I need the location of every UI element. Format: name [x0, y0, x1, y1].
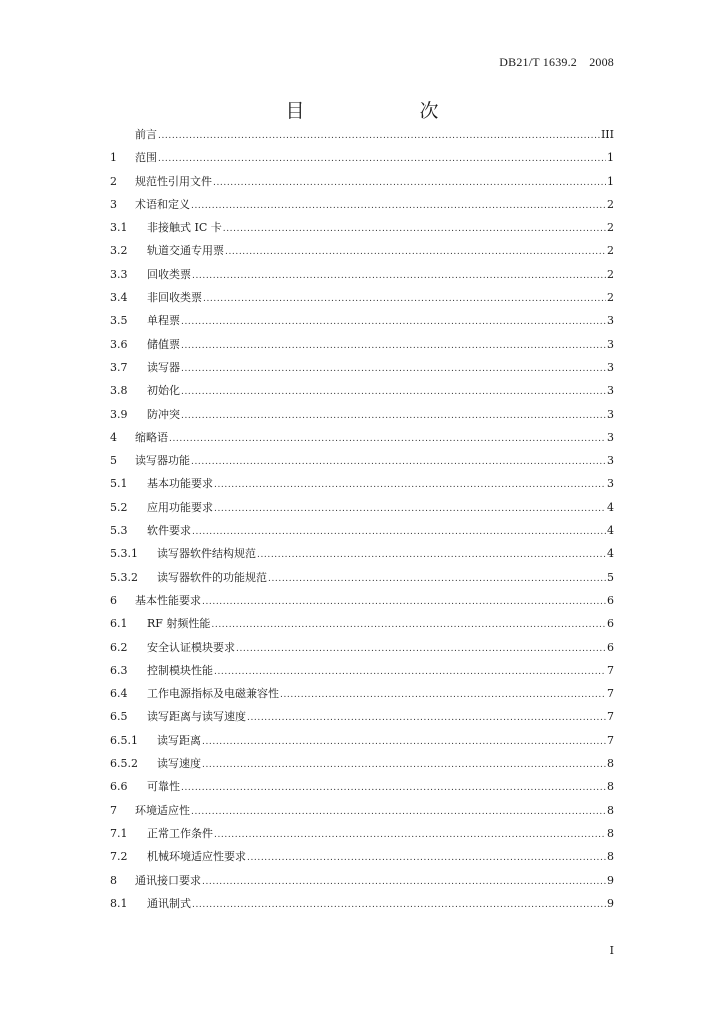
toc-entry-number: 3.9: [110, 407, 128, 421]
toc-entry-page: 2: [607, 291, 614, 305]
dot-leader: [236, 641, 606, 654]
toc-entry[interactable]: [110, 382, 614, 405]
toc-entry-page: 9: [607, 873, 614, 887]
toc-entry[interactable]: [110, 522, 614, 545]
toc-entry-number: 7.2: [110, 850, 128, 864]
toc-entry-number: 7.1: [110, 826, 128, 840]
dot-leader: [181, 314, 606, 327]
dot-leader: [214, 477, 606, 490]
toc-entry-title: 读写器软件结构规范: [157, 547, 256, 561]
toc-entry-number: 1: [110, 151, 117, 165]
dot-leader: [214, 664, 606, 677]
toc-entry-number: 6.3: [110, 663, 128, 677]
toc-entry-page: 2: [607, 221, 614, 235]
toc-entry-number: 7: [110, 803, 117, 817]
table-of-contents: [110, 126, 614, 918]
toc-entry[interactable]: [110, 452, 614, 475]
dot-leader: [181, 384, 606, 397]
toc-entry-number: 6: [110, 593, 117, 607]
toc-entry-page: 5: [607, 570, 614, 584]
toc-entry-title: 术语和定义: [135, 197, 190, 211]
toc-entry-number: 3.4: [110, 291, 128, 305]
toc-entry[interactable]: [110, 895, 614, 918]
toc-entry-number: 3.6: [110, 337, 128, 351]
toc-entry-number: 4: [110, 430, 117, 444]
dot-leader: [169, 431, 606, 444]
toc-entry[interactable]: [110, 196, 614, 219]
toc-entry-page: 4: [607, 547, 614, 561]
toc-entry-title: RF 射频性能: [147, 617, 211, 631]
dot-leader: [192, 524, 606, 537]
dot-leader: [211, 617, 606, 630]
toc-entry-page: 3: [607, 384, 614, 398]
toc-entry-number: 6.1: [110, 617, 128, 631]
toc-entry-title: 范围: [135, 151, 157, 165]
dot-leader: [247, 710, 606, 723]
toc-entry[interactable]: [110, 569, 614, 592]
toc-entry[interactable]: [110, 289, 614, 312]
toc-entry[interactable]: [110, 545, 614, 568]
toc-entry[interactable]: [110, 708, 614, 731]
toc-entry-page: 3: [607, 430, 614, 444]
toc-entry-page: 6: [607, 640, 614, 654]
toc-entry-title: 环境适应性: [135, 803, 190, 817]
dot-leader: [181, 408, 606, 421]
dot-leader: [158, 151, 606, 164]
dot-leader: [213, 175, 606, 188]
toc-entry-number: 3.2: [110, 244, 128, 258]
toc-entry-page: 3: [607, 337, 614, 351]
toc-entry-page: 2: [607, 267, 614, 281]
toc-entry[interactable]: [110, 499, 614, 522]
toc-entry-number: 6.4: [110, 687, 128, 701]
toc-entry-title: 通讯制式: [147, 896, 191, 910]
toc-entry-title: 通讯接口要求: [135, 873, 201, 887]
toc-entry-title: 缩略语: [135, 430, 168, 444]
toc-entry-number: 8.1: [110, 896, 128, 910]
toc-entry[interactable]: [110, 872, 614, 895]
dot-leader: [191, 804, 606, 817]
toc-entry-title: 正常工作条件: [147, 826, 213, 840]
toc-entry[interactable]: [110, 825, 614, 848]
toc-entry-number: 6.6: [110, 780, 128, 794]
toc-entry[interactable]: [110, 219, 614, 242]
toc-entry-page: 4: [607, 500, 614, 514]
toc-entry[interactable]: [110, 429, 614, 452]
dot-leader: [247, 850, 606, 863]
toc-entry-number: 3.3: [110, 267, 128, 281]
dot-leader: [202, 757, 606, 770]
document-code: DB21/T 1639.2 2008: [499, 55, 614, 69]
toc-entry-title: 读写器功能: [135, 454, 190, 468]
toc-entry[interactable]: [110, 685, 614, 708]
toc-entry-page: 7: [607, 663, 614, 677]
toc-entry[interactable]: [110, 778, 614, 801]
toc-entry-number: 3.8: [110, 384, 128, 398]
toc-entry[interactable]: [110, 592, 614, 615]
toc-entry-title: 应用功能要求: [147, 500, 213, 514]
dot-leader: [223, 221, 606, 234]
dot-leader: [181, 780, 606, 793]
toc-entry-number: 5.3.1: [110, 547, 138, 561]
toc-entry-title: 非接触式 IC 卡: [147, 221, 222, 235]
toc-entry[interactable]: [110, 173, 614, 196]
toc-entry-title: 读写距离: [157, 733, 201, 747]
toc-entry[interactable]: [110, 615, 614, 638]
toc-entry-title: 基本功能要求: [147, 477, 213, 491]
toc-entry-title: 机械环境适应性要求: [147, 850, 246, 864]
toc-entry-page: 6: [607, 617, 614, 631]
dot-leader: [191, 454, 606, 467]
toc-entry-title: 读写速度: [157, 757, 201, 771]
toc-entry[interactable]: [110, 126, 614, 149]
toc-entry-page: 3: [607, 314, 614, 328]
dot-leader: [203, 291, 606, 304]
toc-entry-title: 读写器: [147, 360, 180, 374]
dot-leader: [225, 244, 606, 257]
dot-leader: [280, 687, 606, 700]
toc-entry-page: 7: [607, 733, 614, 747]
toc-entry[interactable]: [110, 639, 614, 662]
toc-entry[interactable]: [110, 336, 614, 359]
toc-entry-title: 初始化: [147, 384, 180, 398]
toc-entry-number: 6.5.2: [110, 757, 138, 771]
toc-entry[interactable]: [110, 359, 614, 382]
toc-entry-number: 3.1: [110, 221, 128, 235]
toc-entry-page: 8: [607, 757, 614, 771]
toc-entry-number: 5.3: [110, 524, 128, 538]
toc-entry-title: 读写器软件的功能规范: [157, 570, 267, 584]
toc-entry-title: 软件要求: [147, 524, 191, 538]
dot-leader: [268, 571, 606, 584]
toc-entry-number: 6.5.1: [110, 733, 138, 747]
toc-entry-page: 1: [607, 174, 614, 188]
toc-entry[interactable]: [110, 266, 614, 289]
toc-entry-page: 3: [607, 454, 614, 468]
toc-title: 目 次: [285, 100, 487, 122]
dot-leader: [158, 128, 600, 141]
dot-leader: [214, 501, 606, 514]
toc-entry-page: 8: [607, 803, 614, 817]
toc-entry-number: 5.1: [110, 477, 128, 491]
toc-entry[interactable]: [110, 149, 614, 172]
toc-entry-page: 3: [607, 407, 614, 421]
toc-entry-number: 3.5: [110, 314, 128, 328]
toc-entry-title: 前言: [135, 128, 157, 141]
toc-entry-title: 读写距离与读写速度: [147, 710, 246, 724]
toc-entry[interactable]: [110, 312, 614, 335]
toc-entry-number: 3.7: [110, 360, 128, 374]
dot-leader: [191, 198, 606, 211]
toc-entry[interactable]: [110, 662, 614, 685]
toc-entry-number: 8: [110, 873, 117, 887]
toc-entry-title: 储值票: [147, 337, 180, 351]
toc-entry-title: 回收类票: [147, 267, 191, 281]
toc-entry-title: 轨道交通专用票: [147, 244, 224, 258]
toc-entry-page: 2: [607, 244, 614, 258]
dot-leader: [181, 338, 606, 351]
toc-entry-title: 单程票: [147, 314, 180, 328]
dot-leader: [181, 361, 606, 374]
toc-entry[interactable]: [110, 406, 614, 429]
toc-entry-number: 5.3.2: [110, 570, 138, 584]
toc-entry-title: 规范性引用文件: [135, 174, 212, 188]
toc-entry-title: 安全认证模块要求: [147, 640, 235, 654]
dot-leader: [214, 827, 606, 840]
toc-entry-page: 3: [607, 360, 614, 374]
toc-entry-number: 3: [110, 197, 117, 211]
toc-entry-page: 6: [607, 593, 614, 607]
toc-entry-page: 2: [607, 197, 614, 211]
toc-entry-page: 7: [607, 710, 614, 724]
toc-entry-page: 1: [607, 151, 614, 165]
toc-entry-page: 8: [607, 826, 614, 840]
dot-leader: [202, 874, 606, 887]
toc-entry-title: 基本性能要求: [135, 593, 201, 607]
dot-leader: [192, 268, 606, 281]
toc-entry-number: 6.2: [110, 640, 128, 654]
toc-entry-page: 4: [607, 524, 614, 538]
toc-entry-title: 可靠性: [147, 780, 180, 794]
dot-leader: [257, 547, 606, 560]
toc-entry-page: 8: [607, 850, 614, 864]
toc-entry-page: 8: [607, 780, 614, 794]
toc-entry-title: 工作电源指标及电磁兼容性: [147, 687, 279, 701]
toc-entry[interactable]: [110, 755, 614, 778]
toc-entry-title: 控制模块性能: [147, 663, 213, 677]
toc-entry-number: 5: [110, 454, 117, 468]
toc-entry[interactable]: [110, 475, 614, 498]
toc-entry[interactable]: [110, 732, 614, 755]
toc-entry-title: 防冲突: [147, 407, 180, 421]
dot-leader: [192, 897, 606, 910]
dot-leader: [202, 594, 606, 607]
toc-entry[interactable]: [110, 802, 614, 825]
toc-entry-page: III: [600, 128, 614, 141]
toc-entry-page: 3: [607, 477, 614, 491]
dot-leader: [202, 734, 606, 747]
toc-entry-number: 5.2: [110, 500, 128, 514]
page-number: I: [609, 944, 614, 957]
toc-entry[interactable]: [110, 242, 614, 265]
toc-entry-title: 非回收类票: [147, 291, 202, 305]
toc-entry[interactable]: [110, 848, 614, 871]
toc-entry-page: 9: [607, 896, 614, 910]
toc-entry-page: 7: [607, 687, 614, 701]
toc-entry-number: 6.5: [110, 710, 128, 724]
toc-entry-number: 2: [110, 174, 117, 188]
